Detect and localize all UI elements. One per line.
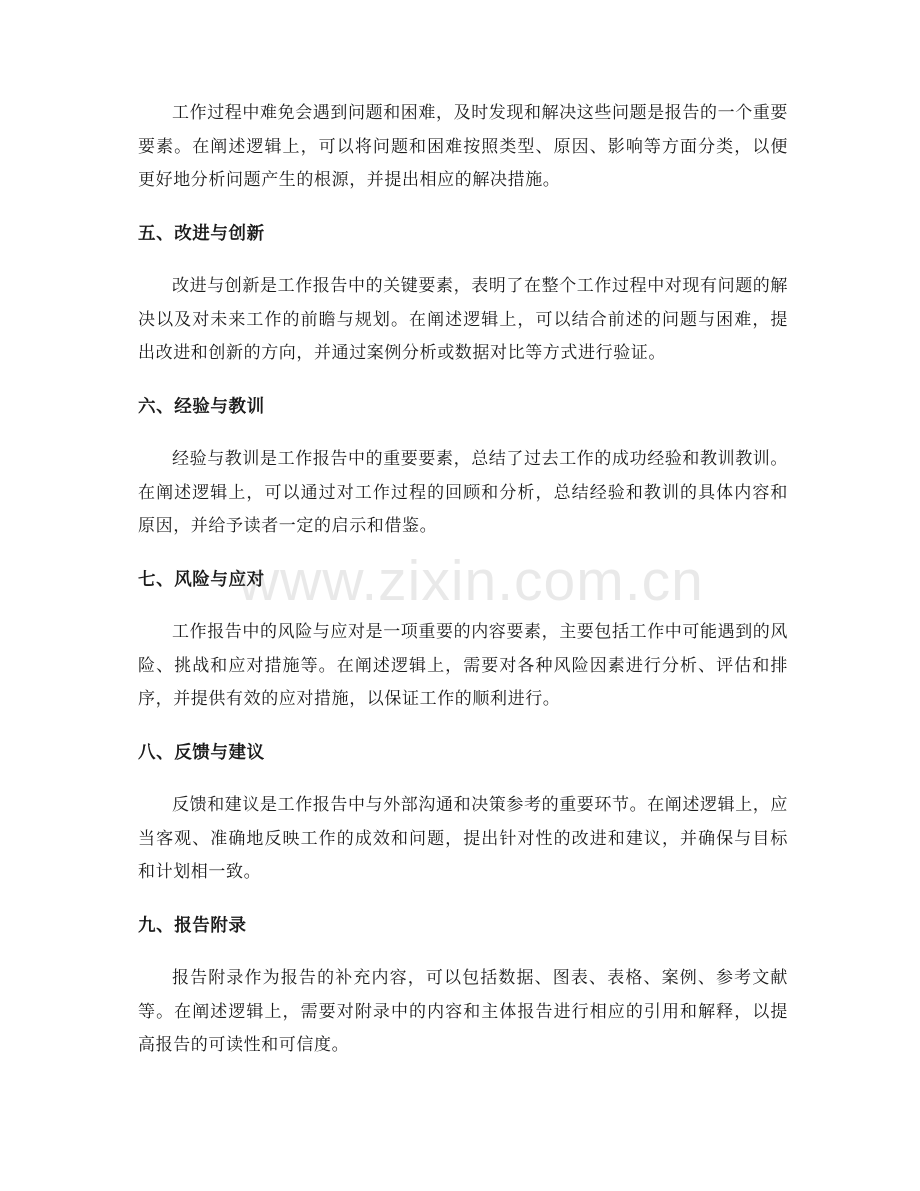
spacer xyxy=(138,597,788,616)
section-heading-risk: 七、风险与应对 xyxy=(138,569,265,590)
spacer xyxy=(138,717,788,737)
spacer xyxy=(138,544,788,564)
spacer xyxy=(138,198,788,218)
spacer xyxy=(138,424,788,443)
spacer xyxy=(138,943,788,962)
section-heading-improvement: 五、改进与创新 xyxy=(138,223,265,244)
section-paragraph-improvement: 改进与创新是工作报告中的关键要素，表明了在整个工作过程中对现有问题的解决以及对未来工作的前瞻与规划。在阐述逻辑上，可以结合前述的问题与困难，提出改进和创新的方向，并通过案例分析或数据对比等方式进行验证。 xyxy=(138,276,788,363)
watermark-text: www.zixin.com.cn xyxy=(238,549,704,613)
spacer xyxy=(138,251,788,270)
section-heading-experience: 六、经验与教训 xyxy=(138,396,265,417)
document-body xyxy=(138,97,788,1063)
section-paragraph-appendix: 报告附录作为报告的补充内容，可以包括数据、图表、表格、案例、参考文献等。在阐述逻辑上，需要对附录中的内容和主体报告进行相应的引用和解释，以提高报告的可读性和可信度。 xyxy=(138,968,788,1055)
section-heading-feedback: 八、反馈与建议 xyxy=(138,742,265,763)
section-heading-appendix: 九、报告附录 xyxy=(138,915,247,936)
section-paragraph-experience: 经验与教训是工作报告中的重要要素，总结了过去工作的成功经验和教训教训。在阐述逻辑上，可以通过对工作过程的回顾和分析，总结经验和教训的具体内容和原因，并给予读者一定的启示和借鉴。 xyxy=(138,449,788,536)
section-paragraph-risk: 工作报告中的风险与应对是一项重要的内容要素，主要包括工作中可能遇到的风险、挑战和应对措施等。在阐述逻辑上，需要对各种风险因素进行分析、评估和排序，并提供有效的应对措施，以保证工作的顺利进行。 xyxy=(138,622,788,709)
spacer xyxy=(138,770,788,789)
spacer xyxy=(138,371,788,391)
intro-paragraph: 工作过程中难免会遇到问题和困难，及时发现和解决这些问题是报告的一个重要要素。在阐述逻辑上，可以将问题和困难按照类型、原因、影响等方面分类，以便更好地分析问题产生的根源，并提出相应的解决措施。 xyxy=(138,103,788,190)
section-paragraph-feedback: 反馈和建议是工作报告中与外部沟通和决策参考的重要环节。在阐述逻辑上，应当客观、准确地反映工作的成效和问题，提出针对性的改进和建议，并确保与目标和计划相一致。 xyxy=(138,795,788,882)
spacer xyxy=(138,890,788,910)
